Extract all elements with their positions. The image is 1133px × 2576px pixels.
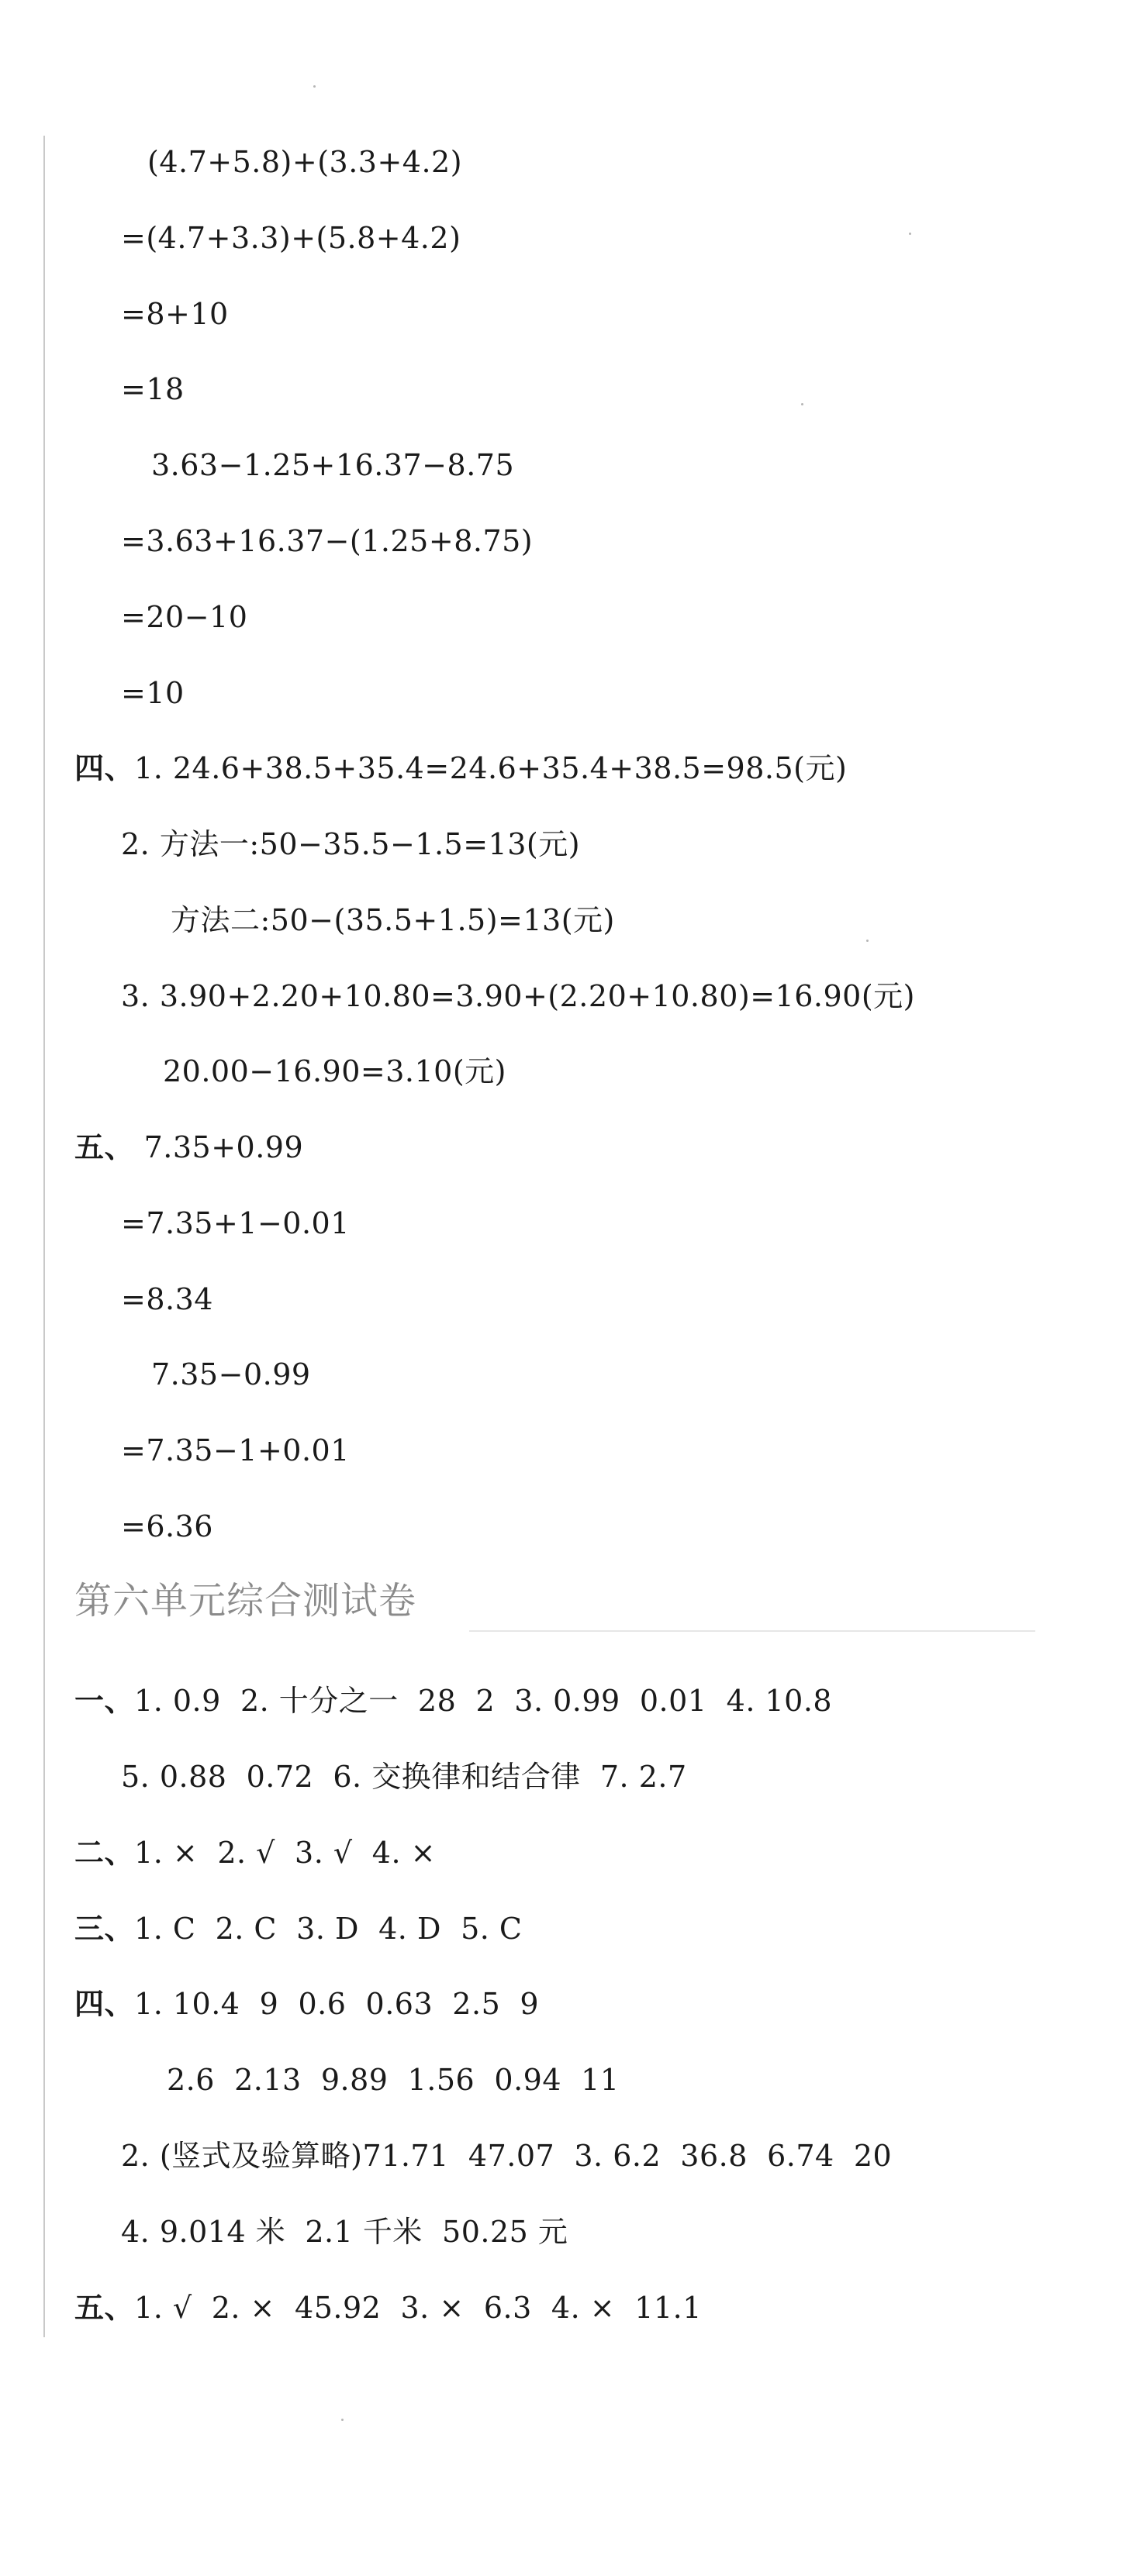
question-section-label: 五、 [74,2290,135,2325]
answer-text: 2.6 2.13 9.89 1.56 0.94 11 [167,2063,620,2097]
answer-text: 2. (竖式及验算略)71.71 47.07 3. 6.2 36.8 6.74 20 [121,2139,893,2173]
margin-rule [43,136,45,2337]
text-line [74,1129,303,1166]
question-section-label: 二、 [74,1835,135,1870]
answer-text: 7.35−0.99 [151,1357,311,1391]
text-line [121,522,533,560]
text-line [147,143,462,181]
text-line [121,674,185,712]
answer-text: 方法二:50−(35.5+1.5)=13(元) [171,903,615,937]
text-line [151,447,514,484]
text-line [121,1758,687,1795]
text-line [121,2137,892,2174]
heading-rule [469,1630,1035,1632]
text-line [74,750,847,787]
scan-speck [313,85,316,88]
question-section-label: 三、 [74,1911,135,1946]
text-line [74,1910,522,1947]
text-line [121,1432,350,1469]
answer-text: 3.63−1.25+16.37−8.75 [151,448,515,482]
scan-speck [909,233,911,235]
question-section-label: 五、 [74,1129,135,1164]
text-line [171,902,615,939]
answer-text: 1. 0.9 2. 十分之一 28 2 3. 0.99 0.01 4. 10.8 [134,1684,833,1718]
text-line [121,598,247,636]
answer-text: =20−10 [121,600,248,634]
answer-text: 3. 3.90+2.20+10.80=3.90+(2.20+10.80)=16.90(元) [121,979,915,1013]
text-line [121,2213,568,2250]
scan-speck [801,403,803,405]
question-section-label: 四、 [74,750,135,785]
answer-text: =18 [121,372,185,406]
text-line [163,1053,506,1090]
answer-text: 5. 0.88 0.72 6. 交换律和结合律 7. 2.7 [121,1760,687,1794]
text-line [121,1205,350,1242]
answer-text: 20.00−16.90=3.10(元) [163,1054,507,1088]
answer-text: =3.63+16.37−(1.25+8.75) [121,524,534,558]
scan-speck [341,2419,344,2421]
text-line [121,978,915,1015]
text-line [167,2061,620,2098]
section-title: 第六单元综合测试卷 [74,1579,417,1623]
text-line [121,1281,213,1318]
answer-text: 1. 10.4 9 0.6 0.63 2.5 9 [134,1987,540,2021]
question-section-label: 一、 [74,1683,135,1718]
question-section-label: 四、 [74,1986,135,2021]
text-line [121,826,580,863]
answer-text: =7.35−1+0.01 [121,1433,350,1467]
answer-text: 1. × 2. √ 3. √ 4. × [134,1836,436,1870]
answer-text: 2. 方法一:50−35.5−1.5=13(元) [121,827,581,861]
text-line [121,219,461,257]
answer-text: =8.34 [121,1282,213,1316]
answer-text: =6.36 [121,1509,213,1543]
text-line [74,2289,702,2326]
text-line [74,1682,832,1719]
text-line [121,295,229,333]
answer-text: (4.7+5.8)+(3.3+4.2) [147,145,463,179]
answer-text: 7.35+0.99 [134,1130,304,1164]
answer-text: 4. 9.014 米 2.1 千米 50.25 元 [121,2215,568,2249]
answer-text: 1. 24.6+38.5+35.4=24.6+35.4+38.5=98.5(元) [134,751,848,785]
answer-text: 1. C 2. C 3. D 4. D 5. C [134,1912,523,1946]
answer-text: =(4.7+3.3)+(5.8+4.2) [121,221,461,255]
answer-text: =7.35+1−0.01 [121,1206,350,1240]
text-line [121,371,185,408]
answer-text: 1. √ 2. × 45.92 3. × 6.3 4. × 11.1 [134,2291,702,2325]
scan-speck [866,940,869,942]
text-line [74,1985,539,2023]
answer-text: =10 [121,676,185,710]
text-line [121,1508,213,1545]
text-line [151,1356,311,1393]
answer-text: =8+10 [121,297,229,331]
text-line [74,1834,436,1871]
